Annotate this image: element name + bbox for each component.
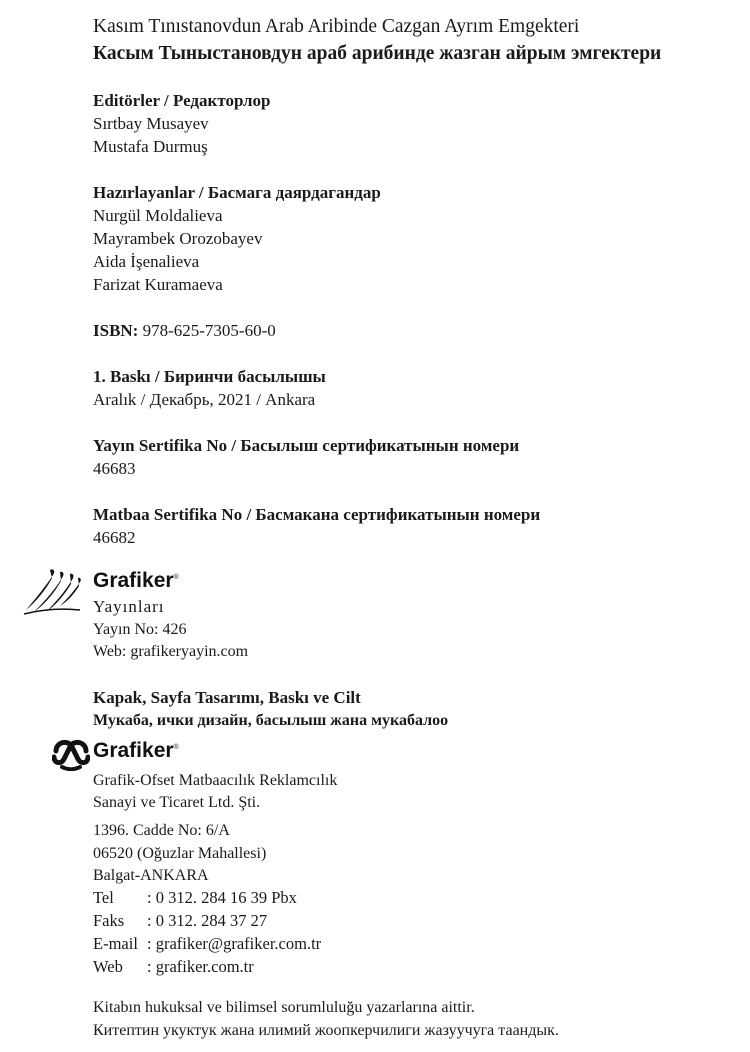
printer-logo-wordmark: Grafiker: [93, 739, 174, 762]
editor-name: Sırtbay Musayev: [93, 114, 209, 133]
printer-address-line: 1396. Cadde No: 6/A: [93, 822, 230, 839]
publisher-logo-text: [93, 569, 179, 593]
contact-email: [93, 933, 321, 955]
publisher-subtitle: Yayınları: [93, 597, 165, 616]
contact-label: E-mail: [93, 934, 138, 953]
edition-heading: 1. Baskı / Биринчи басылышы: [93, 367, 326, 386]
printer-address-line: 06520 (Oğuzlar Mahallesi): [93, 845, 267, 862]
isbn-line: [93, 320, 276, 342]
contact-label: Web: [93, 957, 123, 976]
printer-cert-number: 46682: [93, 528, 136, 547]
publisher-cert-number: 46683: [93, 459, 136, 478]
contact-value: : grafiker.com.tr: [147, 957, 254, 976]
production-heading-cyrillic: Мукаба, ички дизайн, басылыш жана мукабалоо: [93, 712, 449, 729]
publisher-cert-heading: Yayın Sertifika No / Басылыш сертификатынын номери: [93, 436, 520, 455]
preparer-name: Nurgül Moldalieva: [93, 206, 223, 225]
publisher-number: Yayın No: 426: [93, 621, 187, 638]
registered-mark: ®: [173, 744, 179, 751]
printer-address-line: Balgat-ANKARA: [93, 867, 209, 884]
contact-value: : 0 312. 284 16 39 Pbx: [147, 888, 297, 907]
preparer-name: Farizat Kuramaeva: [93, 275, 223, 294]
responsibility-cyrillic: Китептин укуктук жана илимий жоопкерчилиги жазуучуга таандык.: [93, 1022, 559, 1039]
responsibility-latin: Kitabın hukuksal ve bilimsel sorumluluğu yazarlarına aittir.: [93, 999, 475, 1016]
editors-heading: Editörler / Редакторлор: [93, 91, 271, 110]
preparer-name: Mayrambek Orozobayev: [93, 229, 263, 248]
preparers-heading: Hazırlayanlar / Басмага даярдагандар: [93, 183, 381, 202]
production-heading-latin: Kapak, Sayfa Tasarımı, Baskı ve Cilt: [93, 688, 361, 707]
publisher-web: Web: grafikeryayin.com: [93, 643, 249, 660]
brush-stroke-logo-icon: [20, 566, 92, 616]
contact-tel: [93, 887, 297, 909]
preparer-name: Aida İşenalieva: [93, 252, 200, 271]
publisher-logo-wordmark: Grafiker: [93, 569, 174, 592]
printer-logo-text: [93, 739, 179, 763]
printer-company-line: Sanayi ve Ticaret Ltd. Şti.: [93, 794, 261, 811]
isbn-value: 978-625-7305-60-0: [142, 321, 276, 340]
interlocked-loops-logo-icon: [52, 737, 90, 771]
editor-name: Mustafa Durmuş: [93, 137, 208, 156]
book-title-cyrillic: Касым Тыныстановдун араб арибинде жазган айрым эмгектери: [93, 43, 662, 64]
contact-fax: [93, 910, 267, 932]
contact-label: Faks: [93, 911, 125, 930]
printer-company-line: Grafik-Ofset Matbaacılık Reklamcılık: [93, 772, 338, 789]
edition-date: Aralık / Декабрь, 2021 / Ankara: [93, 390, 316, 409]
contact-label: Tel: [93, 888, 114, 907]
printer-cert-heading: Matbaa Sertifika No / Басмакана сертификатынын номери: [93, 505, 541, 524]
book-title-latin: Kasım Tınıstanovdun Arab Aribinde Cazgan Ayrım Emgekteri: [93, 16, 580, 37]
contact-web: [93, 956, 254, 978]
registered-mark: ®: [173, 574, 179, 581]
isbn-label: ISBN:: [93, 321, 139, 340]
contact-value: : 0 312. 284 37 27: [147, 911, 268, 930]
contact-value: : grafiker@grafiker.com.tr: [147, 934, 322, 953]
